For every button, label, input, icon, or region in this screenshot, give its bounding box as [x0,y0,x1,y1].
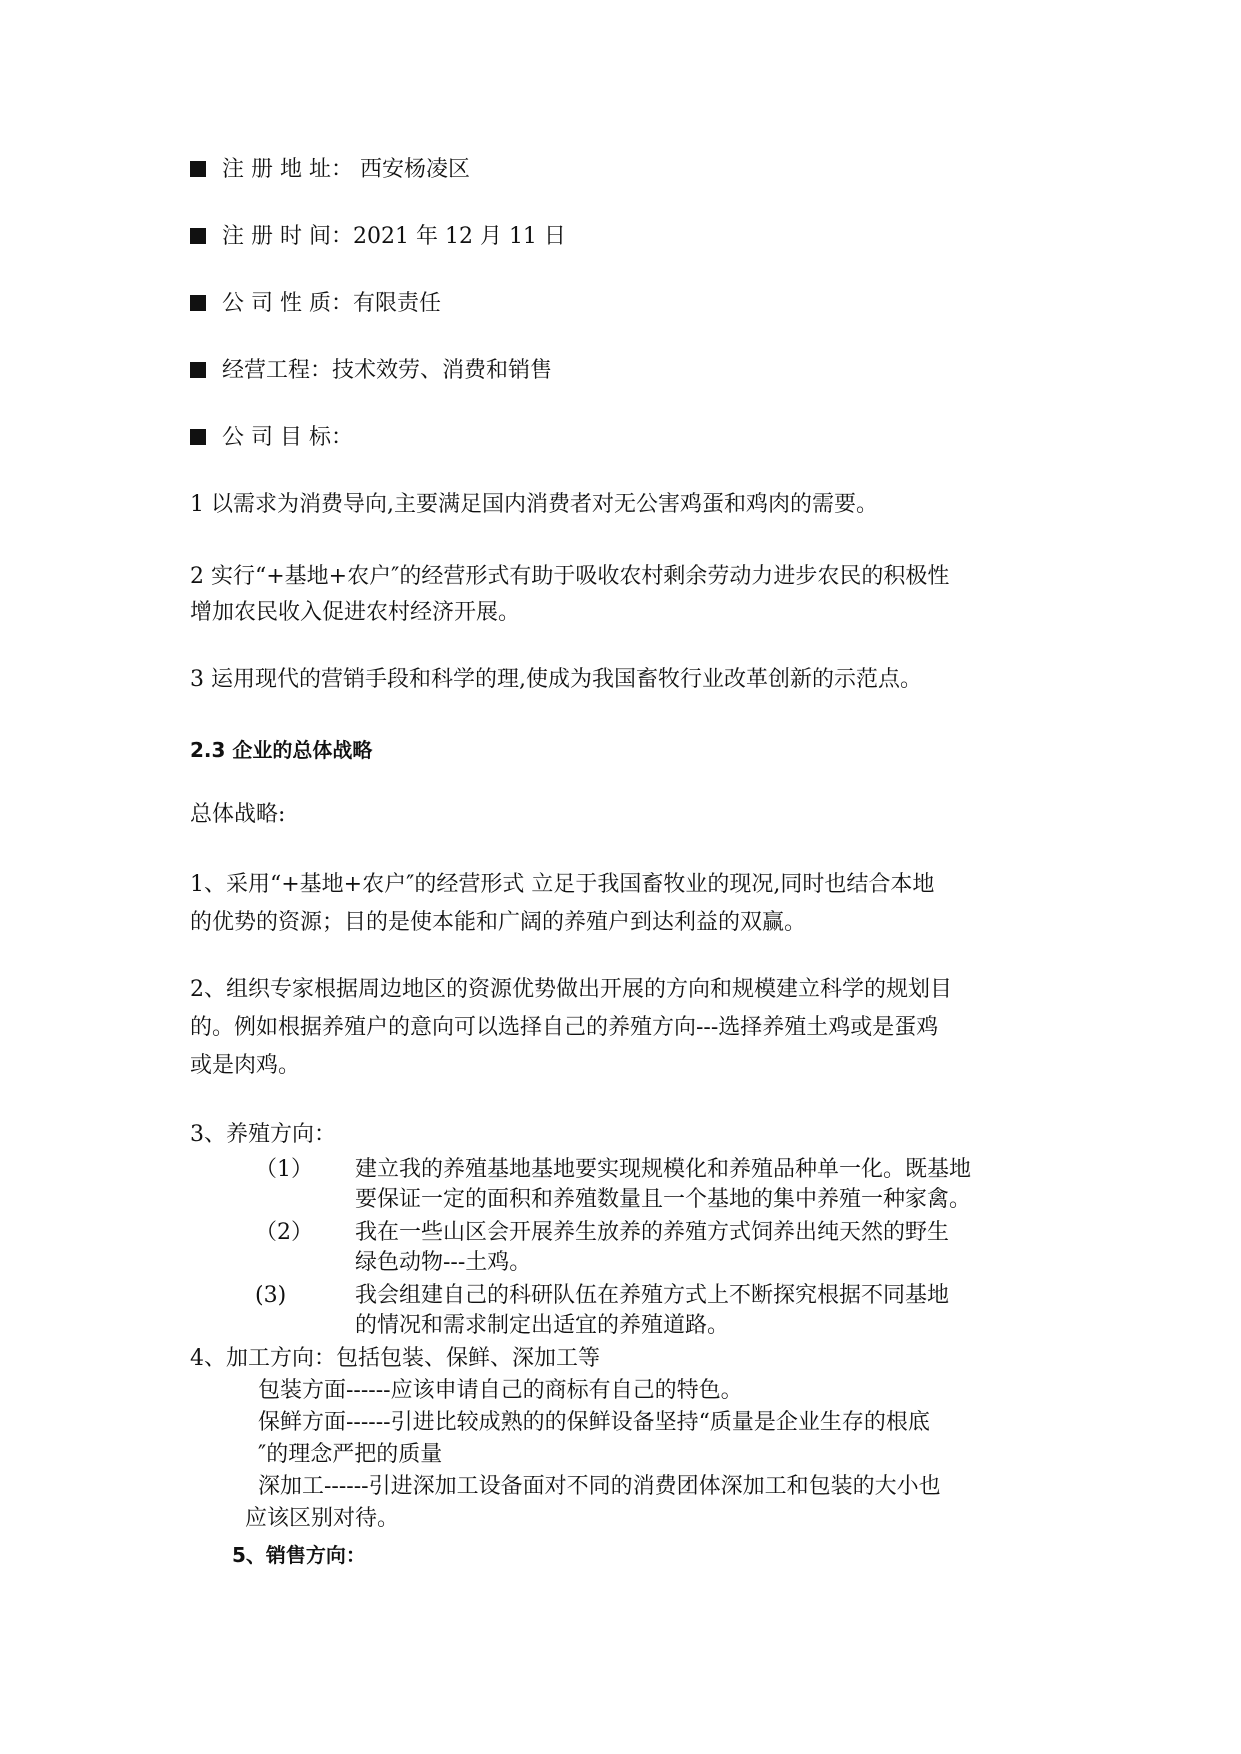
reg-time-label: 注 册 时 间： [222,224,353,249]
p3-item-1-line2: 要保证一定的面积和养殖数量且一个基地的集中养殖一种家禽。 [355,1187,972,1212]
strategy-p4-title: 4、加工方向：包括包装、保鲜、深加工等 [190,1346,600,1371]
p3-item-2-line2: 绿色动物---土鸡。 [355,1250,532,1275]
p4-pack: 包装方面------应该申请自己的商标有自己的特色。 [258,1378,743,1403]
p3-item-3-line1: 我会组建自己的科研队伍在养殖方式上不断探究根据不同基地 [355,1283,950,1308]
p4-fresh-line1: 保鲜方面------引进比较成熟的的保鲜设备坚持“质量是企业生存的根底 [258,1410,930,1435]
p4-fresh-line2: ″的理念严把的质量 [258,1442,443,1467]
info-nature [190,289,441,319]
strategy-p5-title: 5、销售方向： [232,1543,366,1567]
p3-item-2-line1: 我在一些山区会开展养生放养的养殖方式饲养出纯天然的野生 [355,1220,950,1245]
p3-item-3-line2: 的情况和需求制定出适宜的养殖道路。 [355,1313,730,1338]
square-bullet-icon [190,429,206,445]
p3-item-1-num: （1） [255,1157,313,1182]
strategy-p3-title: 3、养殖方向： [190,1122,336,1147]
business-value: 技术效劳、消费和销售 [332,358,553,383]
info-goal [190,423,353,453]
goal-item-3: 3 运用现代的营销手段和科学的理,使成为我国畜牧行业改革创新的示范点。 [190,667,922,692]
square-bullet-icon [190,295,206,311]
goal-label: 公 司 目 标： [222,425,353,450]
info-reg-address [190,155,470,185]
strategy-p1-line1: 1、采用“+基地+农户″的经营形式 立足于我国畜牧业的现况,同时也结合本地 [190,872,935,897]
goal-item-2: 2 实行“+基地+农户″的经营形式有助于吸收农村剩余劳动力进步农民的积极性 [190,564,950,589]
p3-item-2-num: （2） [255,1220,313,1245]
strategy-p2-line1: 2、组织专家根据周边地区的资源优势做出开展的方向和规模建立科学的规划目 [190,977,952,1002]
p4-deep-line1: 深加工------引进深加工设备面对不同的消费团体深加工和包装的大小也 [258,1474,941,1499]
section-intro: 总体战略: [190,802,286,827]
info-business [190,356,552,386]
strategy-p2-line3: 或是肉鸡。 [190,1053,301,1078]
reg-time-value: 2021 年 12 月 11 日 [352,224,566,249]
nature-label: 公 司 性 质： [222,291,353,316]
nature-value: 有限责任 [352,291,441,316]
goal-item-1: 1 以需求为消费导向,主要满足国内消费者对无公害鸡蛋和鸡肉的需要。 [190,492,878,517]
info-reg-time [190,222,566,252]
square-bullet-icon [190,228,206,244]
strategy-p2-line2: 的。例如根据养殖户的意向可以选择自己的养殖方向---选择养殖土鸡或是蛋鸡 [190,1015,939,1040]
strategy-p1-line2: 的优势的资源；目的是使本能和广阔的养殖户到达利益的双赢。 [190,910,807,935]
square-bullet-icon [190,161,206,177]
section-heading: 2.3 企业的总体战略 [190,738,373,762]
reg-address-value: 西安杨凌区 [352,157,470,182]
goal-item-2-cont: 增加农民收入促进农村经济开展。 [190,600,521,625]
p3-item-1-line1: 建立我的养殖基地基地要实现规模化和养殖品种单一化。既基地 [355,1157,972,1182]
p3-item-3-num: (3) [255,1283,287,1308]
reg-address-label: 注 册 地 址： [222,157,353,182]
business-label: 经营工程： [222,358,333,383]
p4-deep-line2: 应该区别对待。 [245,1506,400,1531]
square-bullet-icon [190,362,206,378]
